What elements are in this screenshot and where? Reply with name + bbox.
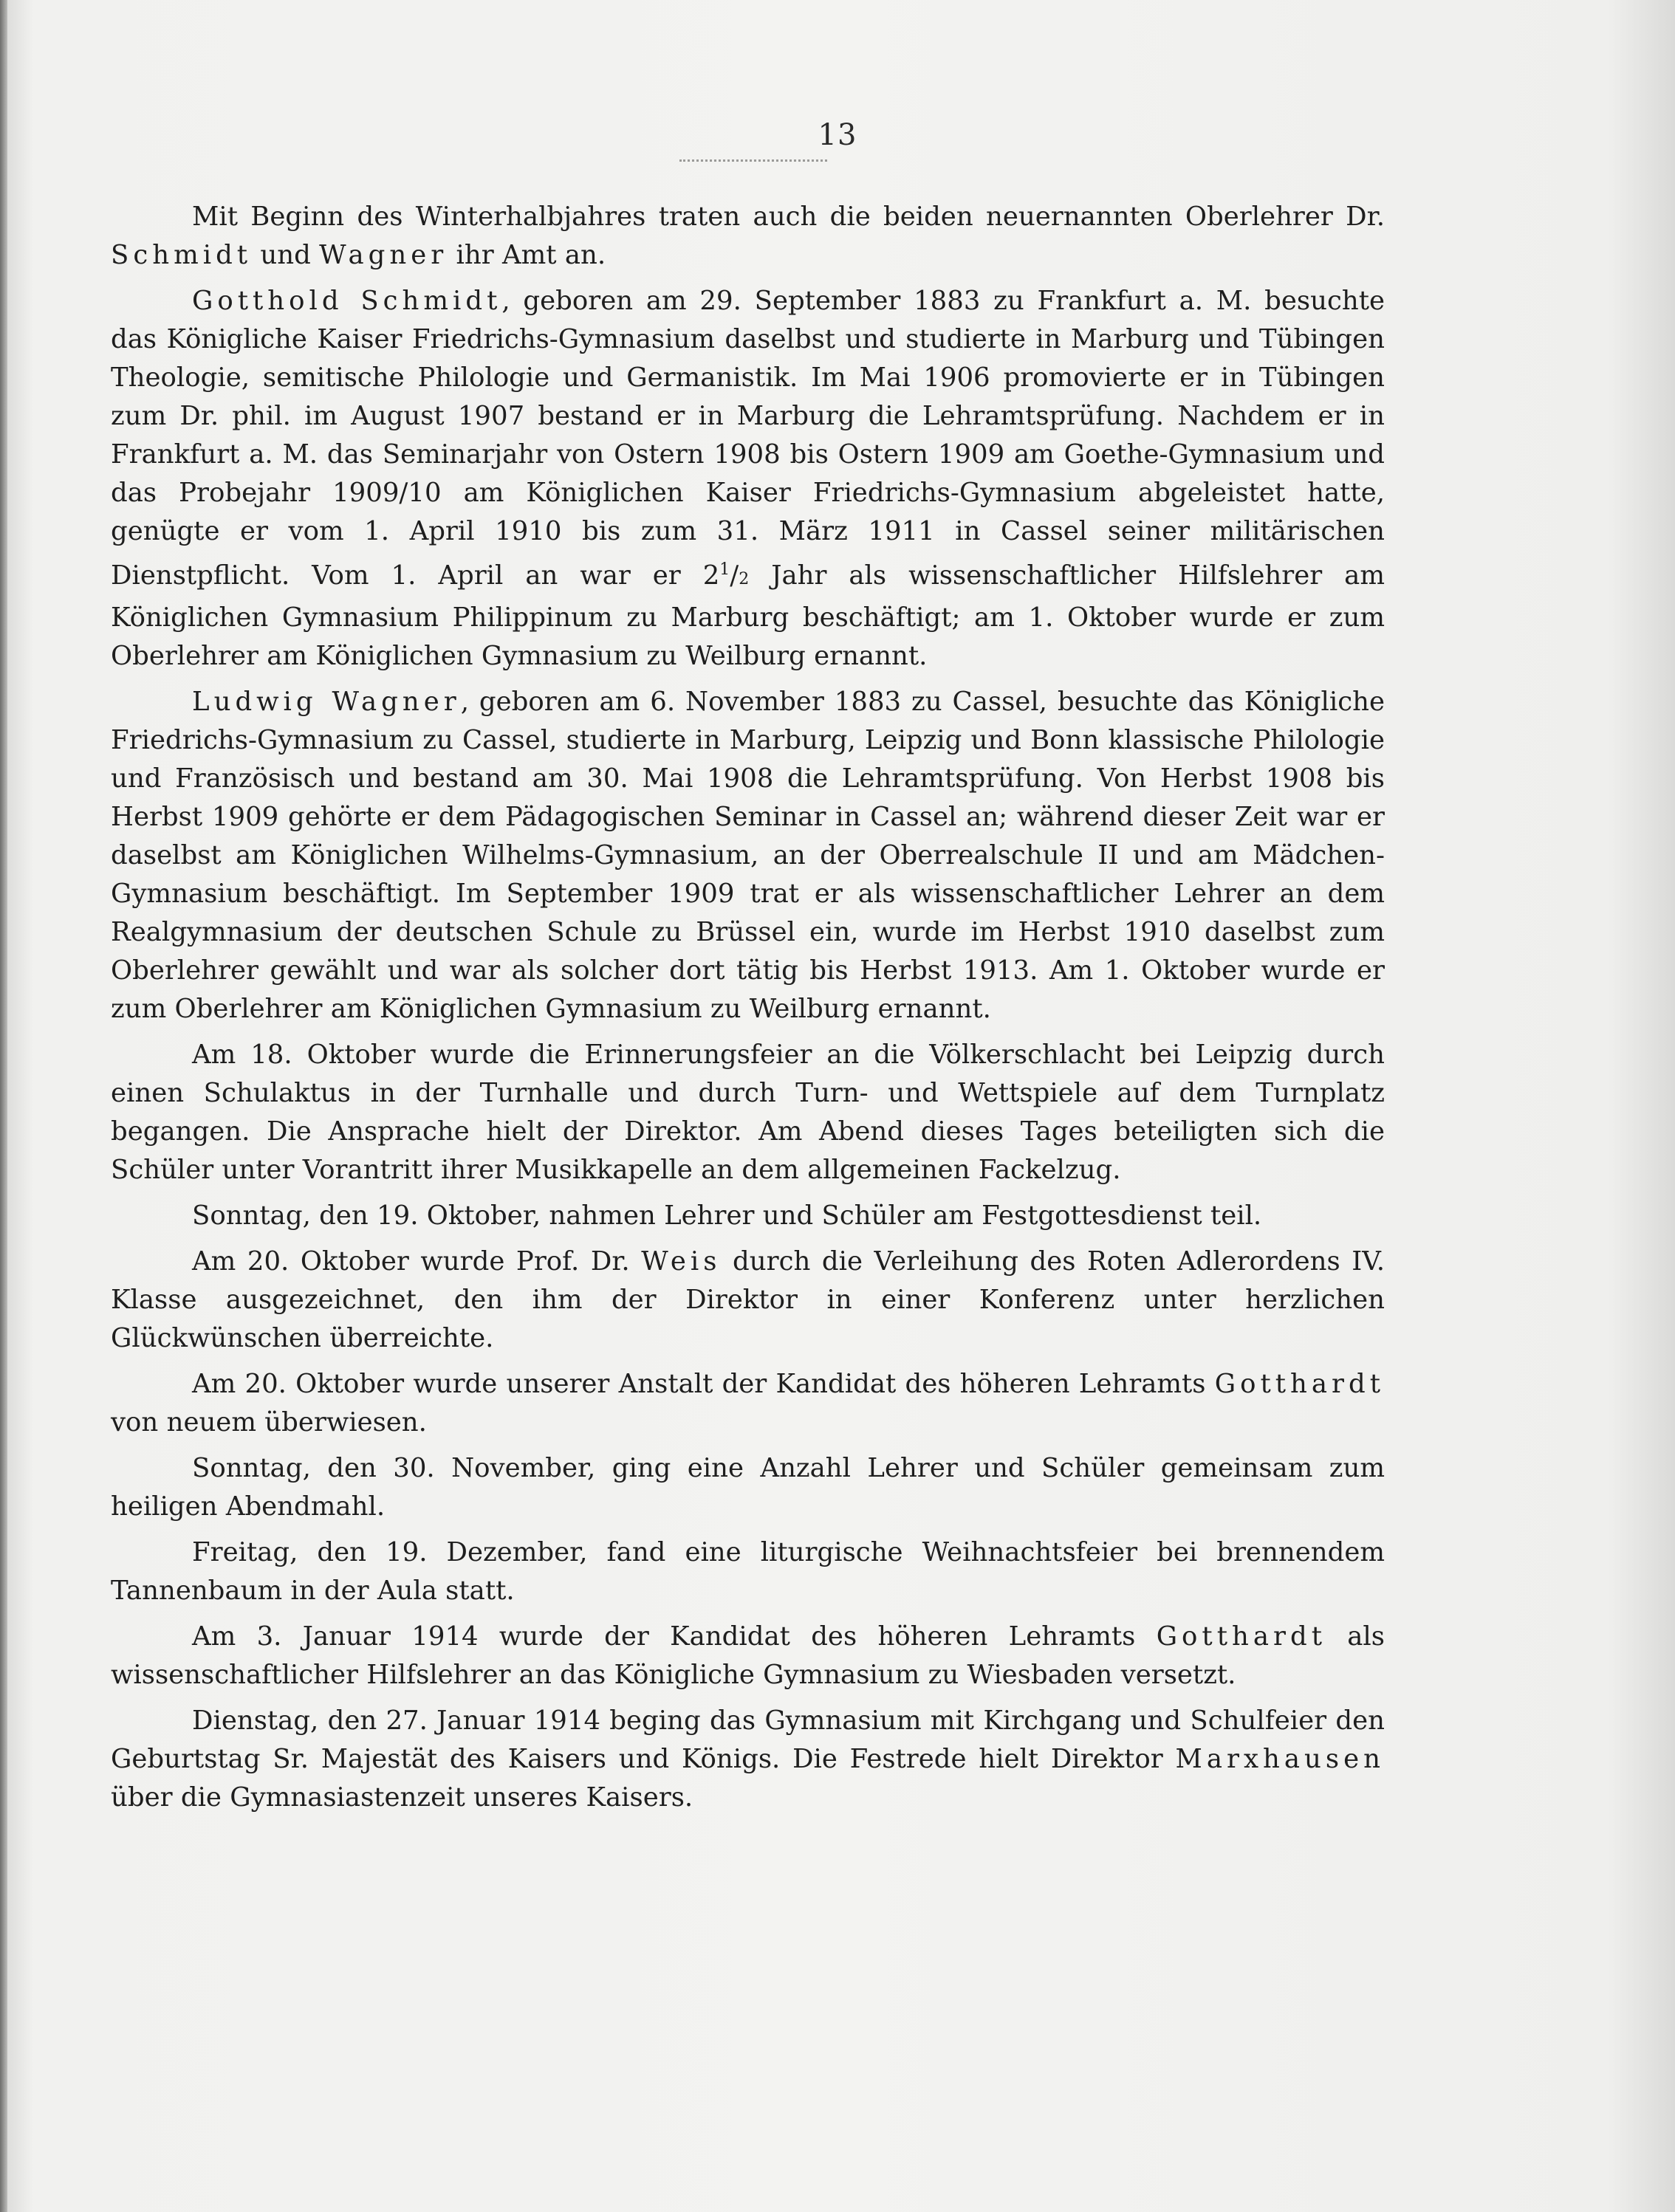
paragraph-9: Freitag, den 19. Dezember, fand eine liturgische Weihnachtsfeier bei brennendem Tannenbaum in der Aula statt. — [111, 1537, 1385, 1606]
person-name: Marxhausen — [1175, 1744, 1385, 1774]
text-run: Am 20. Oktober wurde Prof. Dr. — [192, 1246, 642, 1277]
paragraph-6 — [111, 1243, 1385, 1358]
page-number-rule — [679, 159, 827, 162]
text-run: Am 3. Januar 1914 wurde der Kandidat des höheren Lehramts — [192, 1621, 1157, 1652]
paragraph-8: Sonntag, den 30. November, ging eine Anzahl Lehrer und Schüler gemeinsam zum heiligen Abendmahl. — [111, 1453, 1385, 1522]
paragraph-10 — [111, 1618, 1385, 1694]
text-run: Mit Beginn des Winterhalbjahres traten auch die beiden neuernannten Oberlehrer Dr. — [192, 202, 1385, 232]
person-name: Weis — [641, 1246, 722, 1277]
text-run: über die Gymnasiastenzeit unseres Kaisers. — [111, 1782, 693, 1813]
person-name: Gotthardt — [1214, 1369, 1385, 1399]
paragraph-1 — [111, 198, 1385, 275]
text-run: als wissenschaftlicher Hilfslehrer an das Königliche Gymnasium zu Wiesbaden versetzt. — [111, 1621, 1385, 1690]
paragraph-7 — [111, 1365, 1385, 1442]
fraction-numerator: 1 — [719, 560, 730, 579]
fraction-slash: / — [730, 560, 739, 591]
page-binding-edge — [0, 0, 7, 2212]
paragraph-2 — [111, 282, 1385, 676]
paragraph-11 — [111, 1702, 1385, 1817]
text-run: von neuem überwiesen. — [111, 1407, 427, 1438]
text-run: Am 20. Oktober wurde unserer Anstalt der Kandidat des höheren Lehramts — [192, 1369, 1215, 1399]
body-text — [111, 198, 1385, 1824]
paragraph-3 — [111, 683, 1385, 1028]
paragraph-4: Am 18. Oktober wurde die Erinnerungsfeier an die Völkerschlacht bei Leipzig durch einen Schulaktus in der Turnhalle und durch Turn- und Wettspiele auf dem Turnplatz begangen. Die Ansprache hielt der Direktor. Am Abend dieses Tages beteiligten sich die Schüler unter Vorantritt ihrer Musikkapelle an dem allgemeinen Fackelzug. — [111, 1040, 1385, 1185]
person-name: Gotthardt — [1156, 1621, 1326, 1652]
text-run: durch die Verleihung des Roten Adlerordens IV. Klasse ausgezeichnet, den ihm der Direktor in einer Konferenz unter herzlichen Glückwünschen überreichte. — [111, 1246, 1385, 1353]
text-run: und — [252, 240, 320, 270]
text-run: , geboren am 6. November 1883 zu Cassel, besuchte das Königliche Friedrichs-Gymnasium zu Cassel, studierte in Marburg, Leipzig und Bonn klassische Philologie und Französisch und bestand am 30. Mai 1908 die Lehramtsprüfung. Von Herbst 1908 bis Herbst 1909 gehörte er dem Pädagogischen Seminar in Cassel an; während dieser Zeit war er daselbst am Königlichen Wilhelms-Gymnasium, an der Oberrealschule II und am Mädchen-Gymnasium beschäftigt. Im September 1909 trat er als wissenschaftlicher Lehrer an dem Realgymnasium der deutschen Schule zu Brüssel ein, wurde im Herbst 1910 daselbst zum Oberlehrer gewählt und war als solcher dort tätig bis Herbst 1913. Am 1. Oktober wurde er zum Oberlehrer am Königlichen Gymnasium zu Weilburg ernannt. — [111, 687, 1385, 1024]
person-name: Ludwig Wagner — [192, 687, 461, 717]
text-run: Jahr als wissenschaftlicher Hilfslehrer am Königlichen Gymnasium Philippinum zu Marburg beschäftigt; am 1. Oktober wurde er zum Oberlehrer am Königlichen Gymnasium zu Weilburg ernannt. — [111, 560, 1385, 671]
text-run: Dienstag, den 27. Januar 1914 beging das Gymnasium mit Kirchgang und Schulfeier den Geburtstag Sr. Majestät des Kaisers und Königs. Die Festrede hielt Direktor — [111, 1706, 1385, 1774]
person-name: Gotthold Schmidt — [192, 286, 502, 316]
text-run: , geboren am 29. September 1883 zu Frankfurt a. M. besuchte das Königliche Kaiser Friedrichs-Gymnasium daselbst und studierte in Marburg und Tübingen Theologie, semitische Philologie und Germanistik. Im Mai 1906 promovierte er in Tübingen zum Dr. phil. im August 1907 bestand er in Marburg die Lehramtsprüfung. Nachdem er in Frankfurt a. M. das Seminarjahr von Ostern 1908 bis Ostern 1909 am Goethe-Gymnasium und das Probejahr 1909/10 am Königlichen Kaiser Friedrichs-Gymnasium abgeleistet hatte, genügte er vom 1. April 1910 bis zum 31. März 1911 in Cassel seiner militärischen Dienstpflicht. Vom 1. April an war er 2 — [111, 286, 1385, 591]
page-number: 13 — [818, 118, 857, 152]
text-run: ihr Amt an. — [448, 240, 606, 270]
paragraph-5: Sonntag, den 19. Oktober, nahmen Lehrer und Schüler am Festgottesdienst teil. — [192, 1201, 1262, 1231]
person-name: Wagner — [319, 240, 448, 270]
fraction-denominator: 2 — [739, 570, 750, 588]
person-name: Schmidt — [111, 240, 253, 270]
